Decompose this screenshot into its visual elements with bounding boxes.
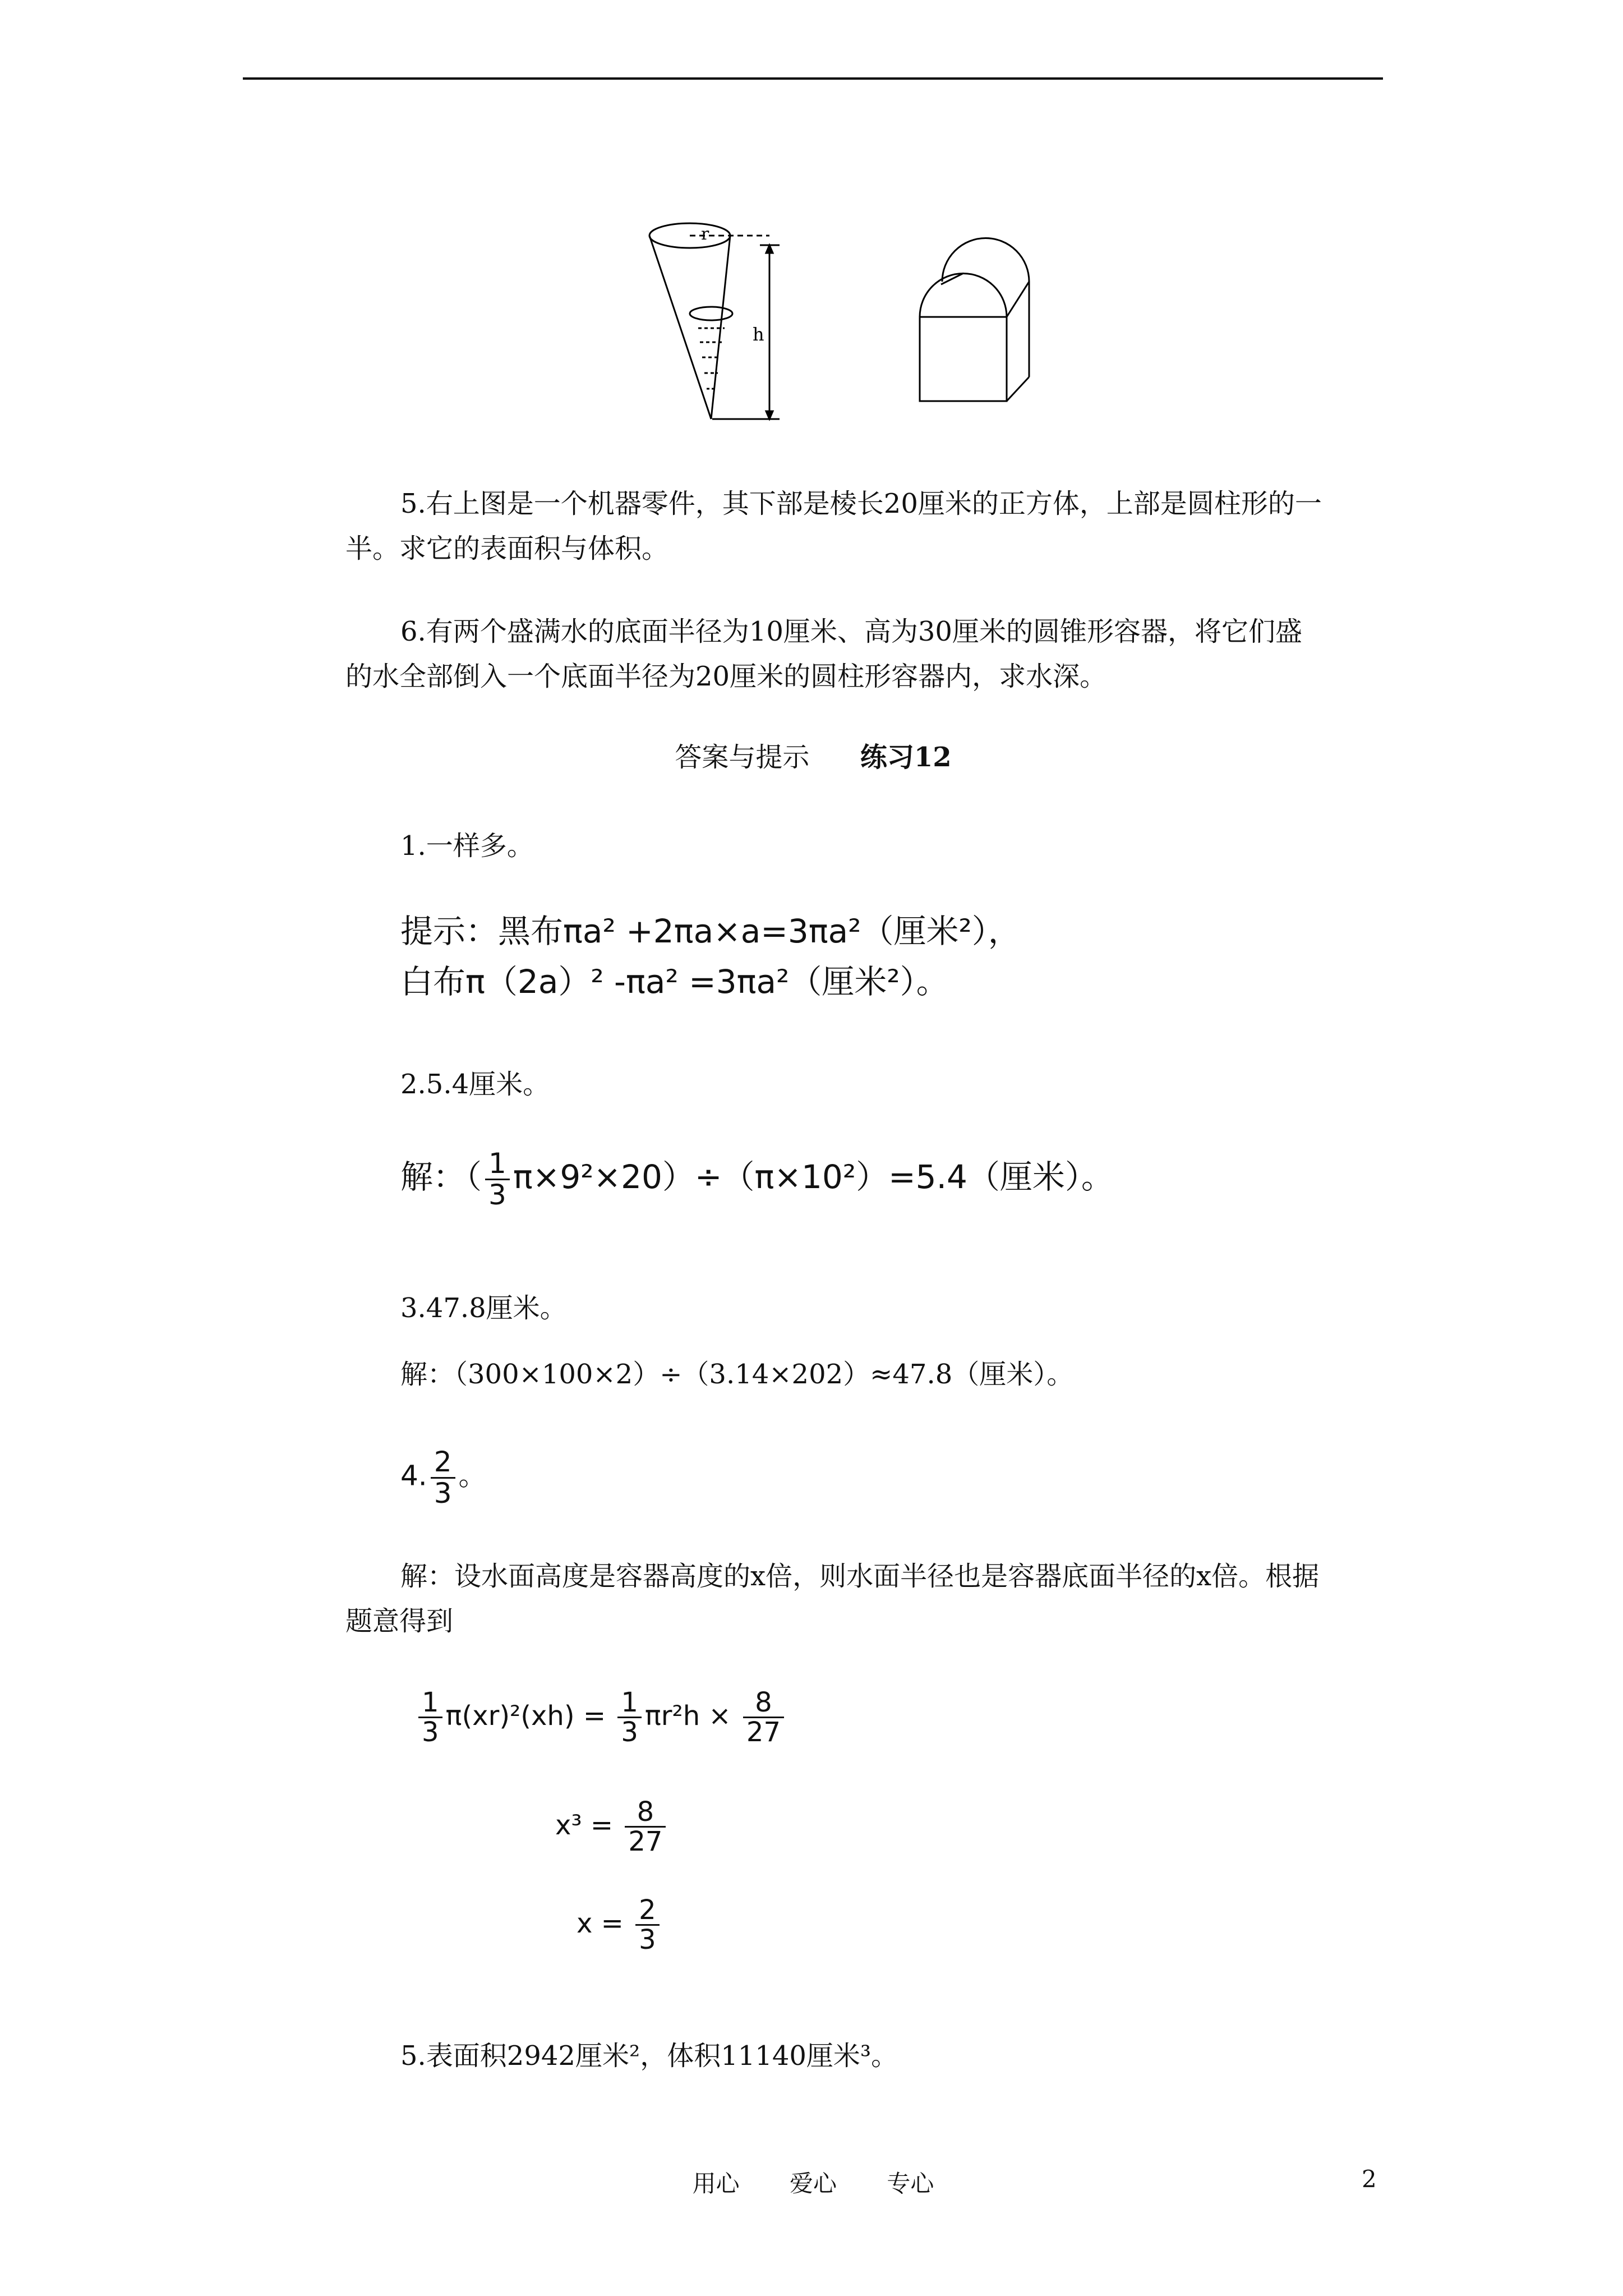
footer-slogan-3: 专心 (887, 2170, 934, 2197)
header-rule (243, 77, 1383, 80)
cone-height-label: h (753, 324, 764, 345)
answer-4-solution: 解：设水面高度是容器高度的x倍，则水面半径也是容器底面半径的x倍。根据题意得到 (345, 1561, 1320, 1637)
answer-2-solution (400, 1149, 1114, 1209)
answer-2-fraction-numerator: 1 (485, 1149, 510, 1180)
equation-2 (555, 1798, 669, 1856)
answer-1: 1.一样多。 (400, 830, 534, 862)
equation-1 (415, 1688, 787, 1747)
answer-2-fraction-denominator: 3 (488, 1178, 506, 1211)
answer-4-fraction-numerator: 2 (431, 1447, 455, 1479)
answer-5: 5.表面积2942厘米²，体积11140厘米³。 (400, 2040, 898, 2072)
problem-6: 6.有两个盛满水的底面半径为10厘米、高为30厘米的圆锥形容器，将它们盛的水全部倒入一个底面半径为20厘米的圆柱形容器内，求水深。 (345, 616, 1302, 692)
footer-slogan-2: 爱心 (789, 2170, 837, 2197)
equation-3 (577, 1896, 663, 1954)
eq1-rhs-expression: πr²h × (644, 1700, 731, 1732)
answer-2-solution-prefix: 解：（ (400, 1158, 482, 1197)
answer-3: 3.47.8厘米。 (400, 1292, 567, 1324)
answer-2-fraction (485, 1149, 510, 1209)
answer-4-fraction (431, 1447, 455, 1508)
answer-4-suffix: 。 (458, 1459, 487, 1492)
eq1-rhs-numerator: 1 (617, 1688, 642, 1718)
eq2-denominator: 27 (628, 1826, 663, 1858)
eq1-rhs-denominator: 3 (621, 1717, 638, 1749)
answers-heading (561, 735, 1066, 780)
answers-heading-text: 答案与提示 (675, 742, 810, 773)
answer-2: 2.5.4厘米。 (400, 1069, 550, 1100)
answer-3-solution: 解：（300×100×2）÷（3.14×202）≈47.8（厘米）。 (400, 1359, 1074, 1390)
eq1-lhs-fraction (418, 1688, 442, 1747)
eq2-lhs: x³ = (555, 1809, 614, 1841)
problem-figure (645, 216, 1094, 429)
eq1-lhs-denominator: 3 (422, 1717, 439, 1749)
footer-slogan (645, 2165, 981, 2199)
answer-1-hint-line1: 提示：黑布πa² +2πa×a=3πa²（厘米²）， (400, 912, 1021, 950)
footer-slogan-1: 用心 (692, 2170, 740, 2197)
eq2-fraction (625, 1798, 666, 1856)
problem-5: 5.右上图是一个机器零件，其下部是棱长20厘米的正方体，上部是圆柱形的一半。求它的表面积与体积。 (345, 488, 1322, 564)
eq1-rhs2-fraction (743, 1688, 784, 1747)
eq1-rhs2-numerator: 8 (743, 1688, 784, 1718)
eq3-denominator: 3 (639, 1924, 656, 1956)
eq1-rhs-fraction (617, 1688, 642, 1747)
cone-with-water (649, 223, 780, 419)
eq1-lhs-expression: π(xr)²(xh) = (445, 1700, 606, 1732)
answer-4 (400, 1447, 487, 1508)
answer-1-hint (400, 906, 1021, 1007)
eq1-rhs2-denominator: 27 (746, 1717, 781, 1749)
cone-radius-label: r (701, 224, 709, 244)
eq3-fraction (635, 1896, 660, 1954)
eq3-numerator: 2 (635, 1896, 660, 1926)
eq2-numerator: 8 (625, 1798, 666, 1828)
answer-4-fraction-denominator: 3 (434, 1476, 452, 1510)
answer-4-prefix: 4. (400, 1459, 427, 1492)
eq3-lhs: x = (577, 1907, 624, 1939)
answer-2-solution-rest: π×9²×20）÷（π×10²）=5.4（厘米）。 (513, 1158, 1114, 1197)
answers-heading-exercise: 练习12 (860, 742, 952, 773)
eq1-lhs-numerator: 1 (418, 1688, 442, 1718)
answer-1-hint-line2: 白布π（2a）² -πa² =3πa²（厘米²）。 (400, 963, 949, 1001)
page-number: 2 (1362, 2165, 1377, 2193)
machine-part-solid (920, 238, 1029, 402)
